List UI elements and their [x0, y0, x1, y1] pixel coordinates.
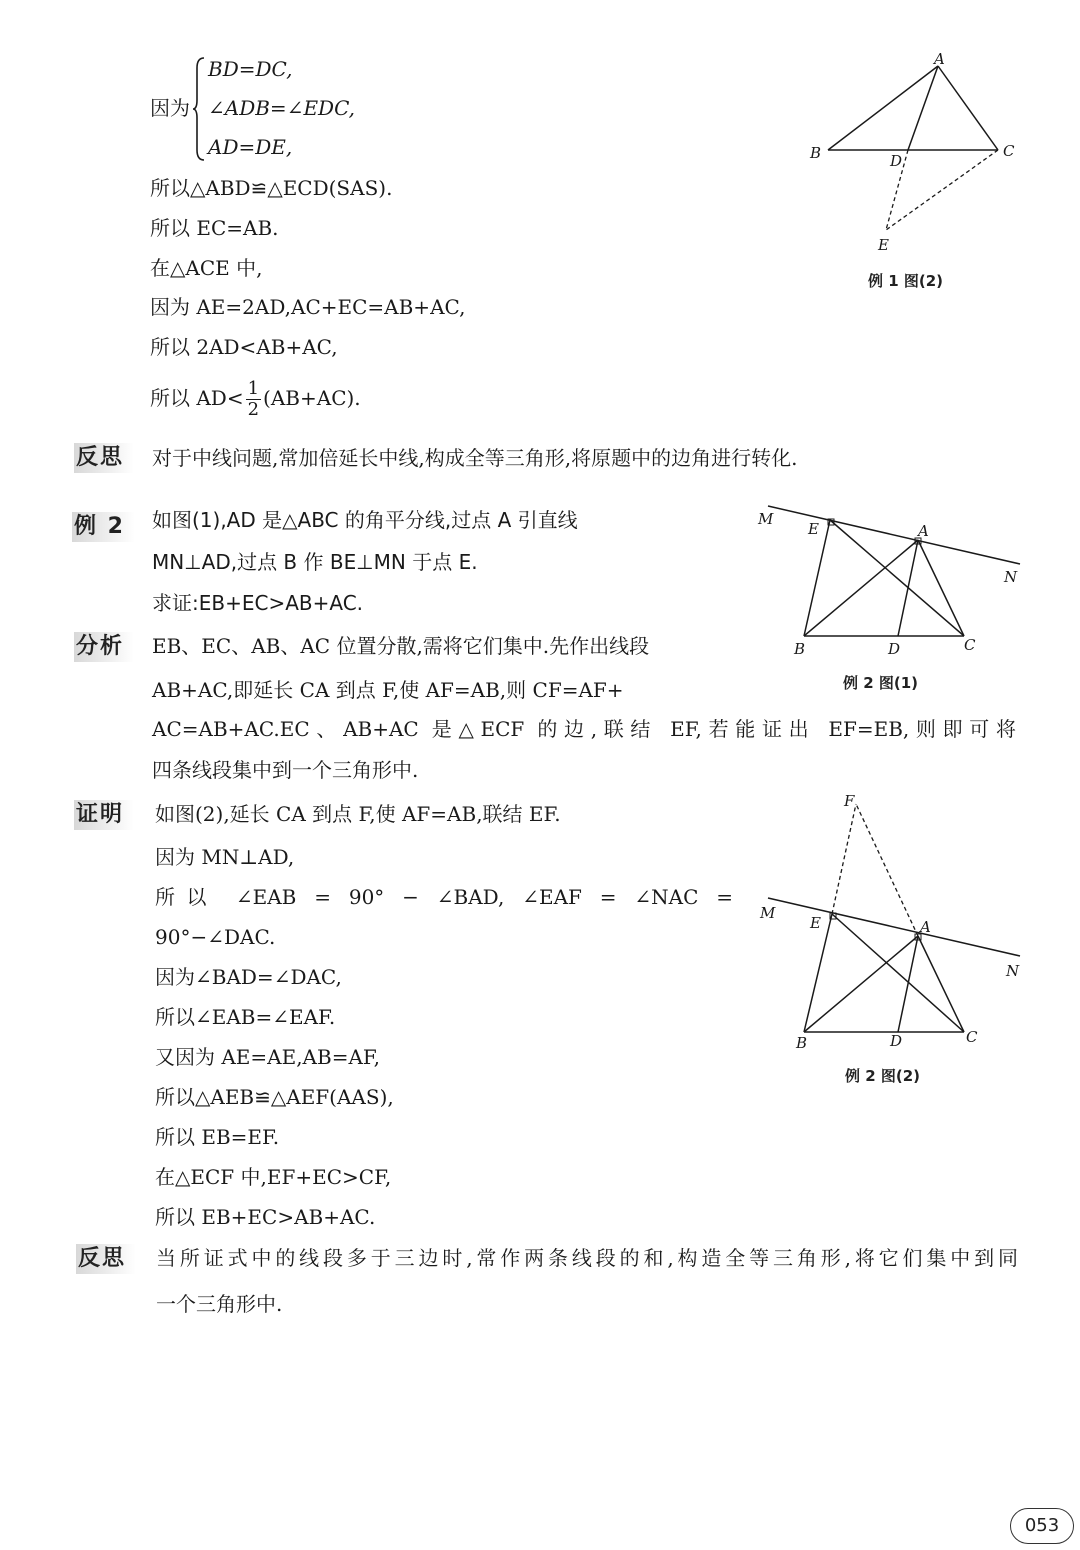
reflection-label: 反思	[74, 443, 134, 473]
label-E: E	[878, 236, 889, 254]
label-B: B	[810, 144, 822, 162]
proof1-line-3: 在△ACE 中,	[150, 256, 263, 280]
label-E: E	[808, 520, 819, 538]
proof2-line-9: 所以 EB=EF.	[155, 1125, 280, 1149]
figure-example2-1-caption: 例 2 图(1)	[843, 674, 919, 692]
proof1-line-6	[150, 376, 361, 420]
proof-label: 证明	[74, 800, 134, 830]
reflection2-label: 反思	[76, 1244, 136, 1274]
proof1-line-5: 所以 2AD<AB+AC,	[150, 335, 338, 359]
proof2-line-11: 所以 EB+EC>AB+AC.	[155, 1205, 376, 1229]
proof2-line-6: 所以∠EAB=∠EAF.	[155, 1005, 336, 1029]
label-B: B	[796, 1034, 808, 1052]
proof2-line-3: 所以 ∠EAB = 90° − ∠BAD, ∠EAF = ∠NAC =	[155, 885, 733, 909]
system-line-1: BD=DC,	[208, 57, 293, 81]
system-brace	[192, 56, 206, 162]
analysis-line-1: EB、EC、AB、AC 位置分散,需将它们集中.先作出线段	[152, 634, 650, 658]
label-A: A	[934, 50, 945, 68]
figure-example2-1	[752, 500, 1042, 660]
proof2-line-7: 又因为 AE=AE,AB=AF,	[155, 1045, 381, 1069]
fraction-denominator: 2	[247, 399, 260, 420]
because-label: 因为	[150, 96, 190, 120]
reflection2-line-2: 一个三角形中.	[156, 1292, 283, 1316]
figure-example1-2-caption: 例 1 图(2)	[868, 272, 944, 290]
system-line-2: ∠ADB=∠EDC,	[208, 96, 356, 120]
label-M: M	[758, 510, 774, 528]
example2-line-1: 如图(1),AD 是△ABC 的角平分线,过点 A 引直线	[152, 508, 578, 532]
label-C: C	[964, 636, 976, 654]
proof2-line-2: 因为 MN⊥AD,	[155, 845, 295, 869]
page-number: 053	[1010, 1508, 1074, 1544]
proof2-line-5: 因为∠BAD=∠DAC,	[155, 965, 342, 989]
figure-example1-2	[800, 50, 1030, 260]
reflection-text: 对于中线问题,常加倍延长中线,构成全等三角形,将原题中的边角进行转化.	[152, 446, 798, 470]
fraction-half	[246, 379, 261, 420]
proof1-line-2: 所以 EC=AB.	[150, 216, 279, 240]
segment-AC	[918, 936, 964, 1032]
label-E: E	[810, 914, 821, 932]
analysis-line-4: 四条线段集中到一个三角形中.	[152, 758, 419, 782]
segment-CE	[886, 150, 998, 230]
label-D: D	[890, 1032, 903, 1050]
line-MN	[768, 898, 1020, 956]
label-D: D	[890, 152, 903, 170]
segment-AC	[918, 540, 964, 636]
label-A: A	[920, 918, 931, 936]
proof1-line-4: 因为 AE=2AD,AC+EC=AB+AC,	[150, 295, 466, 319]
example2-label: 例 2	[72, 512, 135, 542]
proof2-line-8: 所以△AEB≌△AEF(AAS),	[155, 1085, 394, 1109]
analysis-line-2: AB+AC,即延长 CA 到点 F,使 AF=AB,则 CF=AF+	[152, 678, 624, 702]
segment-AB	[828, 66, 938, 150]
line-MN	[768, 506, 1020, 564]
segment-AF	[856, 804, 918, 936]
analysis-line-3: AC=AB+AC.EC、AB+AC 是△ECF 的边,联结 EF,若能证出 EF=EB,则即可将	[152, 717, 1016, 741]
label-C: C	[1003, 142, 1015, 160]
proof1-line-1: 所以△ABD≌△ECD(SAS).	[150, 176, 393, 200]
figure-example2-2	[752, 790, 1042, 1060]
example2-line-2: MN⊥AD,过点 B 作 BE⊥MN 于点 E.	[152, 550, 478, 574]
segment-AC	[938, 66, 998, 150]
proof2-line-10: 在△ECF 中,EF+EC>CF,	[155, 1165, 392, 1189]
example2-line-3: 求证:EB+EC>AB+AC.	[152, 591, 364, 615]
label-M: M	[760, 904, 776, 922]
label-D: D	[888, 640, 901, 658]
label-F: F	[844, 792, 855, 810]
fraction-numerator: 1	[247, 378, 260, 399]
label-B: B	[794, 640, 806, 658]
proof2-line-1: 如图(2),延长 CA 到点 F,使 AF=AB,联结 EF.	[155, 802, 561, 826]
figure-example2-2-caption: 例 2 图(2)	[845, 1067, 921, 1085]
label-N: N	[1006, 962, 1020, 980]
proof2-line-4: 90°−∠DAC.	[155, 925, 276, 949]
reflection2-line-1: 当所证式中的线段多于三边时,常作两条线段的和,构造全等三角形,将它们集中到同	[156, 1246, 1018, 1270]
label-N: N	[1004, 568, 1018, 586]
segment-AD	[908, 66, 938, 150]
proof1-line-6-pre: 所以 AD<	[150, 386, 244, 410]
proof1-line-6-post: (AB+AC).	[263, 386, 361, 410]
segment-EF	[832, 804, 856, 914]
label-C: C	[966, 1028, 978, 1046]
segment-EC	[832, 914, 964, 1032]
analysis-label: 分析	[74, 632, 134, 662]
label-A: A	[918, 522, 929, 540]
system-line-3: AD=DE,	[208, 135, 293, 159]
segment-EC	[830, 520, 964, 636]
